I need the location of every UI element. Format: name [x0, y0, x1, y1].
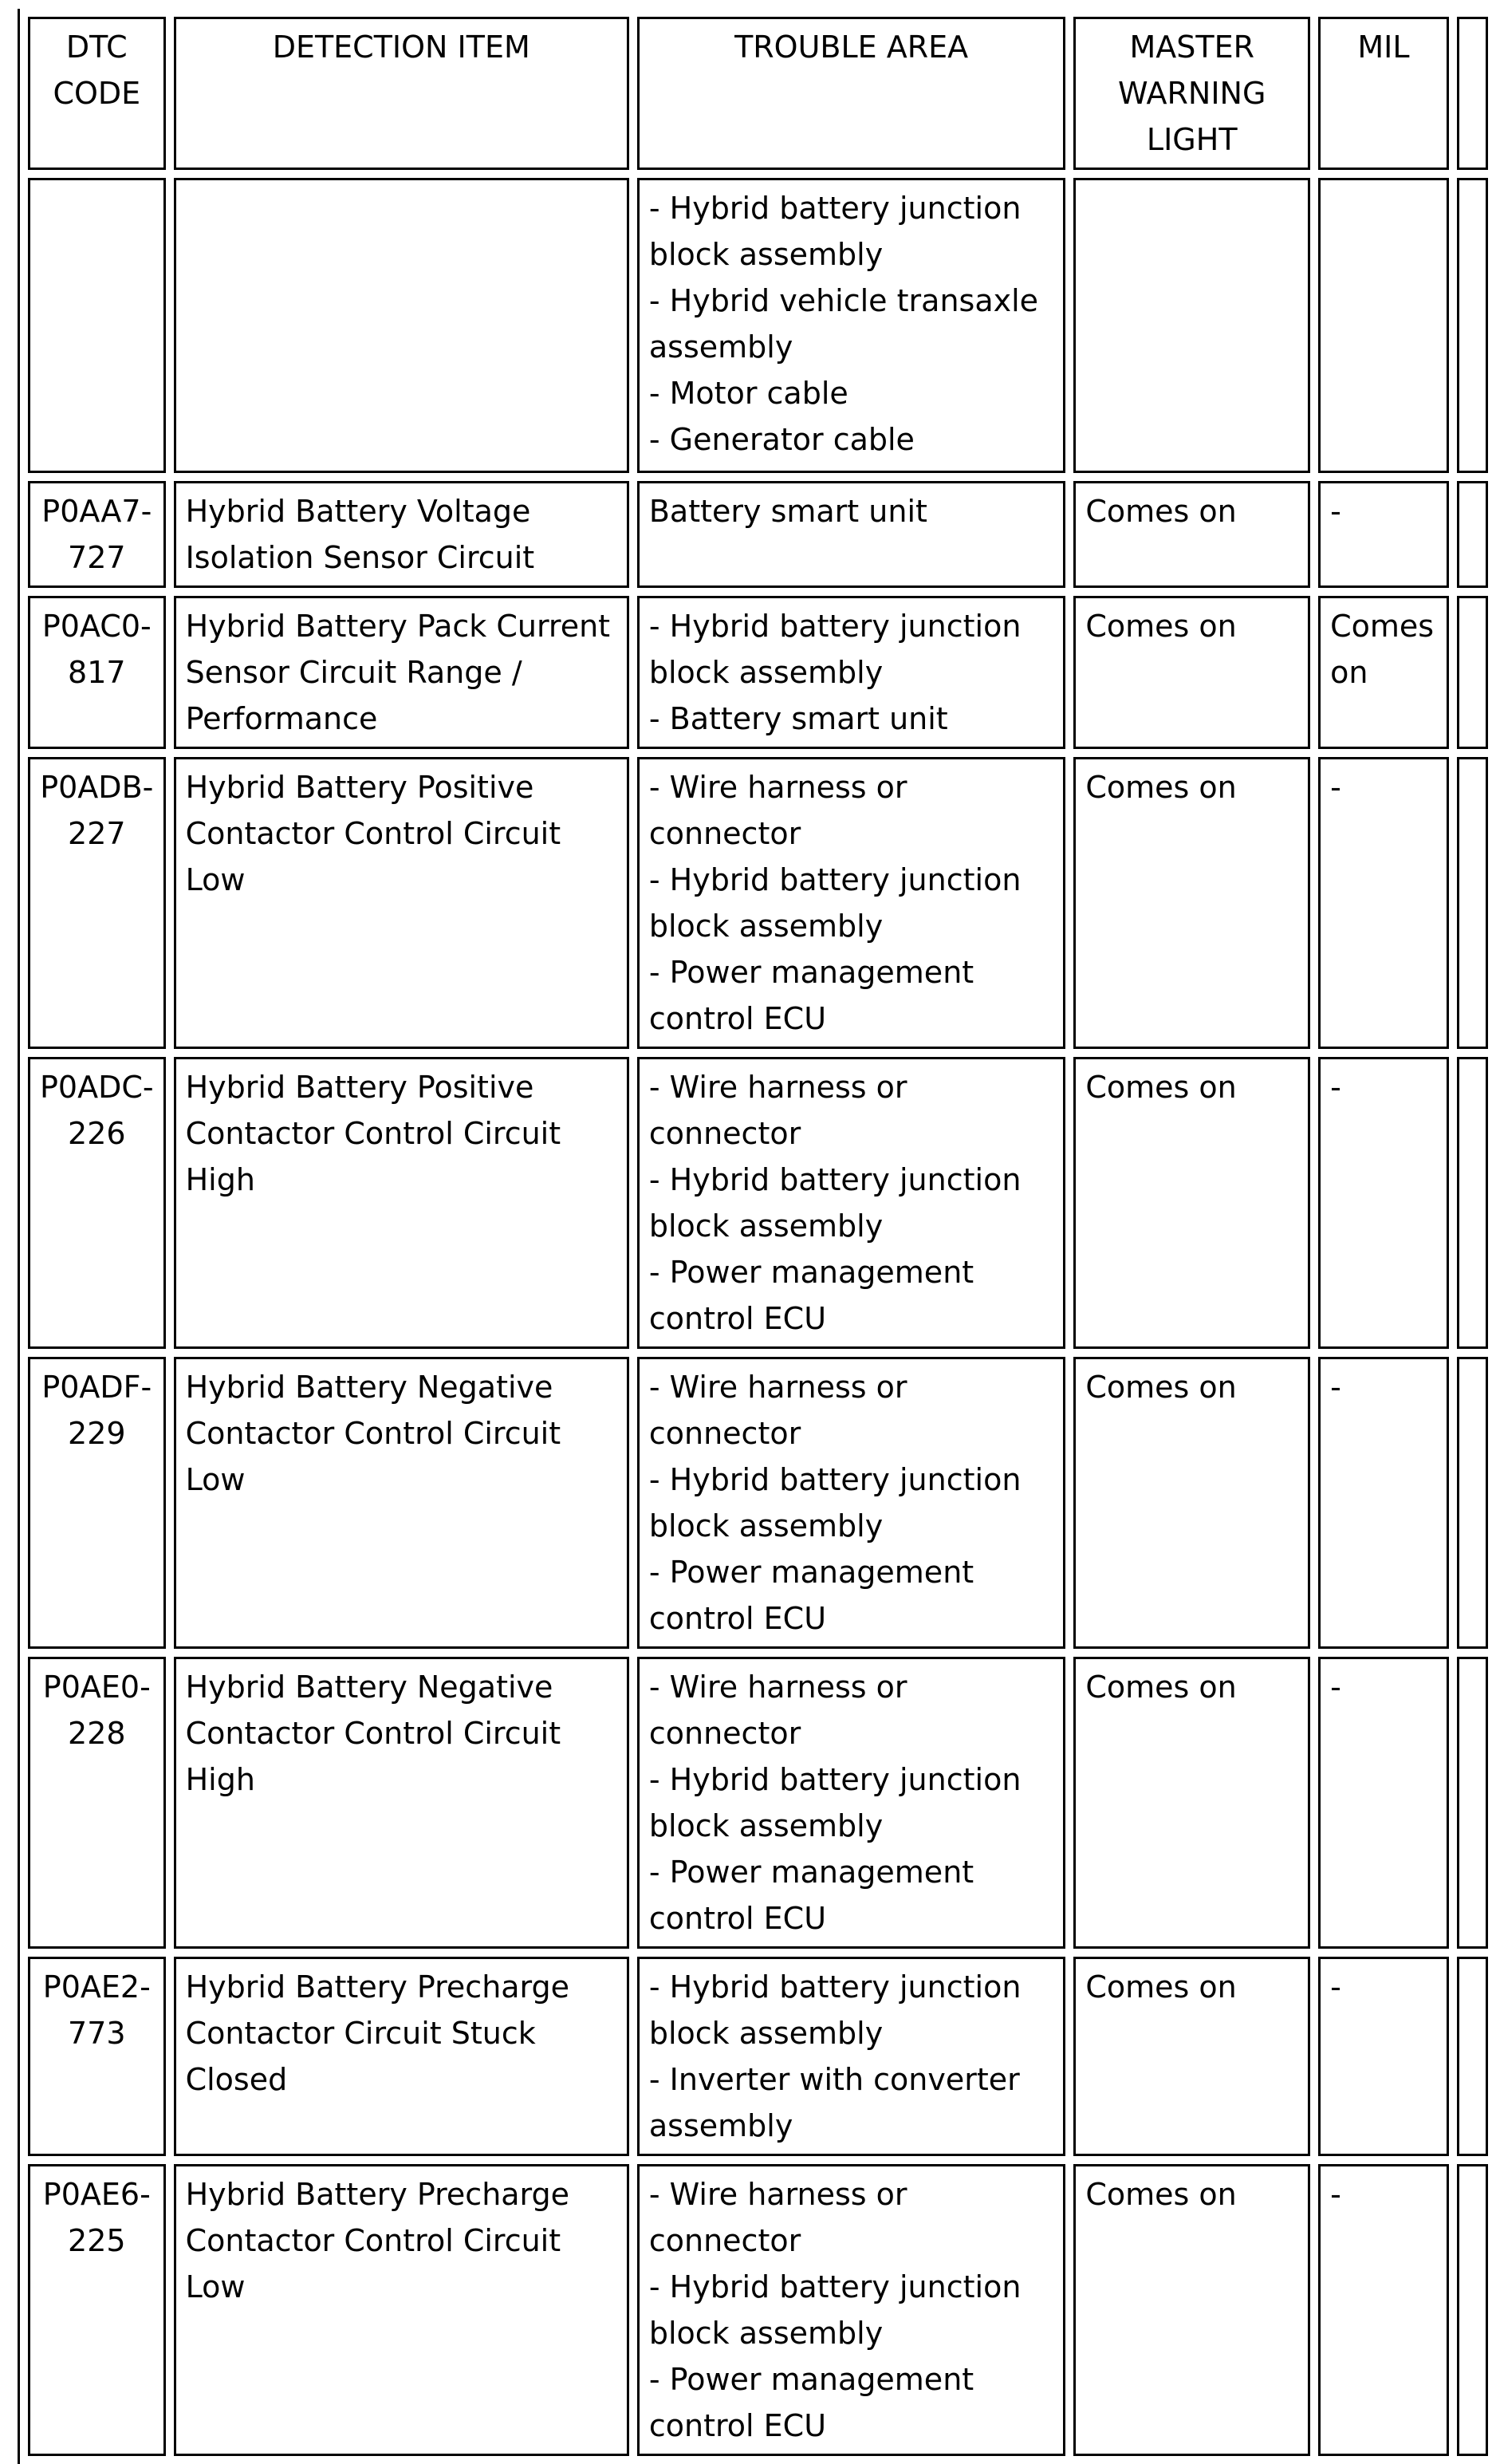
- trouble-area-line: - Power management control ECU: [648, 1555, 974, 1636]
- cell-trouble-area: [637, 757, 1066, 1049]
- cell-master-warning-light-empty: [1073, 178, 1310, 473]
- cell-mil: -: [1318, 2164, 1449, 2456]
- cell-dtc-code: [28, 1357, 166, 1649]
- cell-trouble-area: [637, 596, 1066, 749]
- cell-dtc-code: [28, 596, 166, 749]
- trouble-area-line: - Wire harness or connector: [648, 1370, 907, 1451]
- cell-master-warning-light: Comes on: [1073, 1957, 1310, 2156]
- dtc-code-line: 228: [68, 1716, 126, 1751]
- dtc-code-line: P0ADF-: [41, 1370, 152, 1405]
- trouble-area-line: - Power management control ECU: [648, 1255, 974, 1336]
- cell-mil: -: [1318, 1957, 1449, 2156]
- header-mwl-line: WARNING: [1118, 76, 1266, 111]
- trouble-area-line: - Hybrid battery junction block assembly: [648, 609, 1022, 690]
- table-row: [28, 1957, 1488, 2156]
- dtc-code-line: P0AA7-: [41, 494, 152, 529]
- header-row: [28, 17, 1488, 170]
- trouble-area-line: - Wire harness or connector: [648, 1670, 907, 1751]
- dtc-code-line: P0AC0-: [41, 609, 152, 644]
- header-cut-off-column: [1457, 17, 1488, 170]
- cell-detection-item: Hybrid Battery Positive Contactor Control Circuit Low: [174, 757, 629, 1049]
- cell-detection-item: Hybrid Battery Pack Current Sensor Circuit Range / Performance: [174, 596, 629, 749]
- cell-trouble-area: [637, 2164, 1066, 2456]
- table-row: [28, 596, 1488, 749]
- table-row: [28, 481, 1488, 588]
- dtc-code-line: 727: [68, 540, 126, 575]
- header-detection-item: DETECTION ITEM: [174, 17, 629, 170]
- header-trouble-area: TROUBLE AREA: [637, 17, 1066, 170]
- trouble-area-line: - Generator cable: [648, 422, 915, 457]
- header-dtc-code-line: CODE: [53, 76, 141, 111]
- trouble-area-line: - Hybrid battery junction block assembly: [648, 2269, 1022, 2351]
- cell-dtc-code: [28, 1957, 166, 2156]
- cell-dtc-code: [28, 1657, 166, 1949]
- cell-master-warning-light: Comes on: [1073, 757, 1310, 1049]
- trouble-area-line: - Battery smart unit: [648, 701, 948, 736]
- cell-detection-item: Hybrid Battery Precharge Contactor Control Circuit Low: [174, 2164, 629, 2456]
- cell-cut-off: [1457, 1057, 1488, 1349]
- cell-trouble-area: [637, 1057, 1066, 1349]
- cell-mil: -: [1318, 757, 1449, 1049]
- header-master-warning-light: [1073, 17, 1310, 170]
- table-row: [28, 1057, 1488, 1349]
- dtc-code-line: P0AE6-: [42, 2177, 151, 2212]
- cell-cut-off: [1457, 596, 1488, 749]
- header-mil: MIL: [1318, 17, 1449, 170]
- trouble-area-line: - Hybrid battery junction block assembly: [648, 1762, 1022, 1843]
- cell-detection-item: Hybrid Battery Positive Contactor Control Circuit High: [174, 1057, 629, 1349]
- trouble-area-line: - Hybrid battery junction block assembly: [648, 191, 1022, 272]
- cell-mil-empty: [1318, 178, 1449, 473]
- cell-dtc-code: [28, 757, 166, 1049]
- cell-cut-off: [1457, 178, 1488, 473]
- trouble-area-line: - Power management control ECU: [648, 2362, 974, 2443]
- cell-trouble-area: [637, 1957, 1066, 2156]
- table-row: [28, 757, 1488, 1049]
- cell-trouble-area: [637, 481, 1066, 588]
- cell-master-warning-light: Comes on: [1073, 1657, 1310, 1949]
- header-mwl-line: MASTER: [1129, 30, 1254, 65]
- table-row: [28, 1357, 1488, 1649]
- trouble-area-line: - Hybrid battery junction block assembly: [648, 1162, 1022, 1244]
- cell-mil: Comes on: [1318, 596, 1449, 749]
- cell-detection-item: Hybrid Battery Precharge Contactor Circuit Stuck Closed: [174, 1957, 629, 2156]
- header-dtc-code: [28, 17, 166, 170]
- trouble-area-line: - Hybrid battery junction block assembly: [648, 1462, 1022, 1543]
- trouble-area-line: - Power management control ECU: [648, 1855, 974, 1936]
- cell-mil: -: [1318, 1057, 1449, 1349]
- cell-trouble-area: [637, 178, 1066, 473]
- dtc-code-line: 229: [68, 1416, 126, 1451]
- dtc-code-line: P0AE0-: [42, 1670, 151, 1705]
- table-row: [28, 1657, 1488, 1949]
- header-mwl-line: LIGHT: [1146, 122, 1238, 157]
- cell-cut-off: [1457, 481, 1488, 588]
- dtc-code-line: 227: [68, 816, 126, 851]
- cell-master-warning-light: Comes on: [1073, 1057, 1310, 1349]
- dtc-code-line: 225: [68, 2223, 126, 2258]
- trouble-area-line: - Wire harness or connector: [648, 770, 907, 851]
- cell-master-warning-light: Comes on: [1073, 596, 1310, 749]
- cell-cut-off: [1457, 757, 1488, 1049]
- cell-master-warning-light: Comes on: [1073, 1357, 1310, 1649]
- cell-cut-off: [1457, 1357, 1488, 1649]
- dtc-table: [18, 9, 1496, 2464]
- cell-cut-off: [1457, 1657, 1488, 1949]
- continuation-row: [28, 178, 1488, 473]
- cell-master-warning-light: Comes on: [1073, 2164, 1310, 2456]
- cell-mil: -: [1318, 1657, 1449, 1949]
- cell-trouble-area: [637, 1657, 1066, 1949]
- trouble-area-line: - Hybrid battery junction block assembly: [648, 1969, 1022, 2051]
- trouble-area-line: - Hybrid vehicle transaxle assembly: [648, 283, 1039, 365]
- trouble-area-line: - Inverter with converter assembly: [648, 2062, 1020, 2143]
- cell-trouble-area: [637, 1357, 1066, 1649]
- trouble-area-line: - Hybrid battery junction block assembly: [648, 862, 1022, 944]
- cell-detection-item-empty: [174, 178, 629, 473]
- cell-dtc-code: [28, 2164, 166, 2456]
- dtc-code-line: P0ADB-: [40, 770, 154, 805]
- cell-master-warning-light: Comes on: [1073, 481, 1310, 588]
- header-dtc-code-line: DTC: [65, 30, 128, 65]
- cell-mil: -: [1318, 481, 1449, 588]
- dtc-code-line: 817: [68, 655, 126, 690]
- dtc-code-line: P0ADC-: [40, 1070, 154, 1105]
- trouble-area-line: - Motor cable: [648, 376, 848, 411]
- dtc-code-line: 773: [68, 2016, 126, 2051]
- cell-detection-item: Hybrid Battery Negative Contactor Control Circuit High: [174, 1657, 629, 1949]
- cell-dtc-code-empty: [28, 178, 166, 473]
- cell-mil: -: [1318, 1357, 1449, 1649]
- cell-detection-item: Hybrid Battery Voltage Isolation Sensor Circuit: [174, 481, 629, 588]
- cell-cut-off: [1457, 2164, 1488, 2456]
- dtc-code-line: 226: [68, 1116, 126, 1151]
- cell-dtc-code: [28, 481, 166, 588]
- trouble-area-line: Battery smart unit: [648, 494, 927, 529]
- trouble-area-line: - Power management control ECU: [648, 955, 974, 1036]
- table-row: [28, 2164, 1488, 2456]
- cell-cut-off: [1457, 1957, 1488, 2156]
- trouble-area-line: - Wire harness or connector: [648, 1070, 907, 1151]
- trouble-area-line: - Wire harness or connector: [648, 2177, 907, 2258]
- cell-dtc-code: [28, 1057, 166, 1349]
- dtc-code-line: P0AE2-: [42, 1969, 151, 2005]
- cell-detection-item: Hybrid Battery Negative Contactor Control Circuit Low: [174, 1357, 629, 1649]
